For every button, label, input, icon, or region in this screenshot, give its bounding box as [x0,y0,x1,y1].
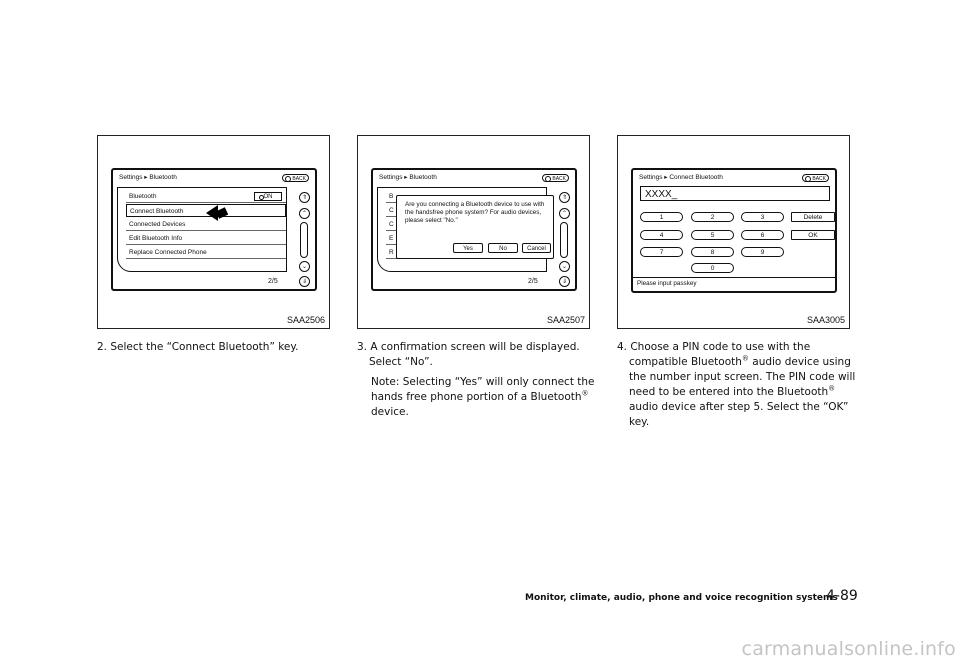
nav-screen [111,168,317,291]
menu-item-edit-bluetooth-info: Edit Bluetooth Info [126,232,286,245]
nav-screen [631,168,837,293]
menu-item-bg: C [386,218,546,231]
scroll-down-icon: ⌄ [559,261,570,272]
scrollbar [300,222,308,258]
step-3-text: 3. A confirmation screen will be displayed. Select “No”. [357,341,580,368]
key-1: 1 [640,212,683,222]
cancel-button: Cancel [522,243,551,253]
scroll-top-icon: ⇑ [299,192,310,203]
column-step-2 [97,340,337,360]
note-text-b: device. [371,406,409,418]
figure-connect-bluetooth [97,135,330,329]
menu-list [117,187,287,272]
figure-label: SAA3005 [806,315,845,325]
key-7: 7 [640,247,683,257]
key-8: 8 [691,247,734,257]
nav-screen [371,168,577,291]
column-step-3 [357,340,597,425]
figure-confirmation [357,135,590,329]
scrollbar [560,222,568,258]
watermark: carmanualsonline.info [741,638,956,660]
menu-item-replace-connected-phone: Replace Connected Phone [126,246,286,259]
key-5: 5 [691,230,734,240]
step-2-text: 2. Select the “Connect Bluetooth” key. [97,341,299,353]
key-2: 2 [691,212,734,222]
dialog-message: Are you connecting a Bluetooth device to use with the handsfree phone system? For audio devices, please select "No." [405,201,545,224]
menu-item-bg: B [386,190,546,203]
scroll-up-icon: ⌃ [559,208,570,219]
step-4-part-a: 4. Choose a PIN code to use with the compatible Bluetooth [617,341,811,368]
registered-mark: ® [828,384,836,393]
key-3: 3 [741,212,784,222]
no-button: No [488,243,518,253]
page-indicator: 2/5 [528,278,538,285]
confirm-dialog [396,195,554,259]
menu-item-bg: E [386,232,546,245]
back-button: BACK [282,174,309,182]
scroll-up-icon: ⌃ [299,208,310,219]
yes-button: Yes [453,243,483,253]
screen-title: Settings ▸ Bluetooth [119,174,177,181]
page-indicator: 2/5 [268,278,278,285]
passkey-prompt: Please input passkey [633,277,835,289]
menu-item-connect-bluetooth: Connect Bluetooth [126,204,286,217]
menu-item-bg: C [386,204,546,217]
back-button: BACK [542,174,569,182]
ok-key: OK [791,230,835,240]
section-footer: Monitor, climate, audio, phone and voice recognition systems [525,593,838,603]
menu-item-bg: R [386,246,546,259]
registered-mark: ® [741,354,749,363]
registered-mark: ® [581,389,589,398]
scroll-top-icon: ⇑ [559,192,570,203]
figure-passkey-input [617,135,850,329]
scroll-down-icon: ⌄ [299,261,310,272]
note-text-a: Note: Selecting “Yes” will only connect the hands free phone portion of a Bluetooth [371,376,595,403]
screen-title: Settings ▸ Connect Bluetooth [639,174,723,181]
step-4-part-b: audio device using the number input screen. The PIN code will need to be entered into the Bluetooth [629,356,856,398]
figure-label: SAA2506 [286,315,325,325]
on-indicator: ON [254,192,282,201]
menu-item-bluetooth [126,190,286,203]
step-3-note [357,375,597,420]
scroll-bottom-icon: ⇓ [299,276,310,287]
key-9: 9 [741,247,784,257]
scroll-bottom-icon: ⇓ [559,276,570,287]
column-step-4 [617,340,857,435]
screen-title: Settings ▸ Bluetooth [379,174,437,181]
passkey-field: XXXX_ [640,186,830,201]
page-number: 4-89 [826,588,858,604]
step-4-text [617,340,857,430]
delete-key: Delete [791,212,835,222]
menu-item-label: Bluetooth [129,193,157,200]
figure-label: SAA2507 [546,315,585,325]
key-4: 4 [640,230,683,240]
key-6: 6 [741,230,784,240]
step-4-part-c: audio device after step 5. Select the “OK” key. [629,401,849,428]
menu-item-connected-devices: Connected Devices [126,218,286,231]
key-0: 0 [691,263,734,273]
back-button: BACK [802,174,829,182]
